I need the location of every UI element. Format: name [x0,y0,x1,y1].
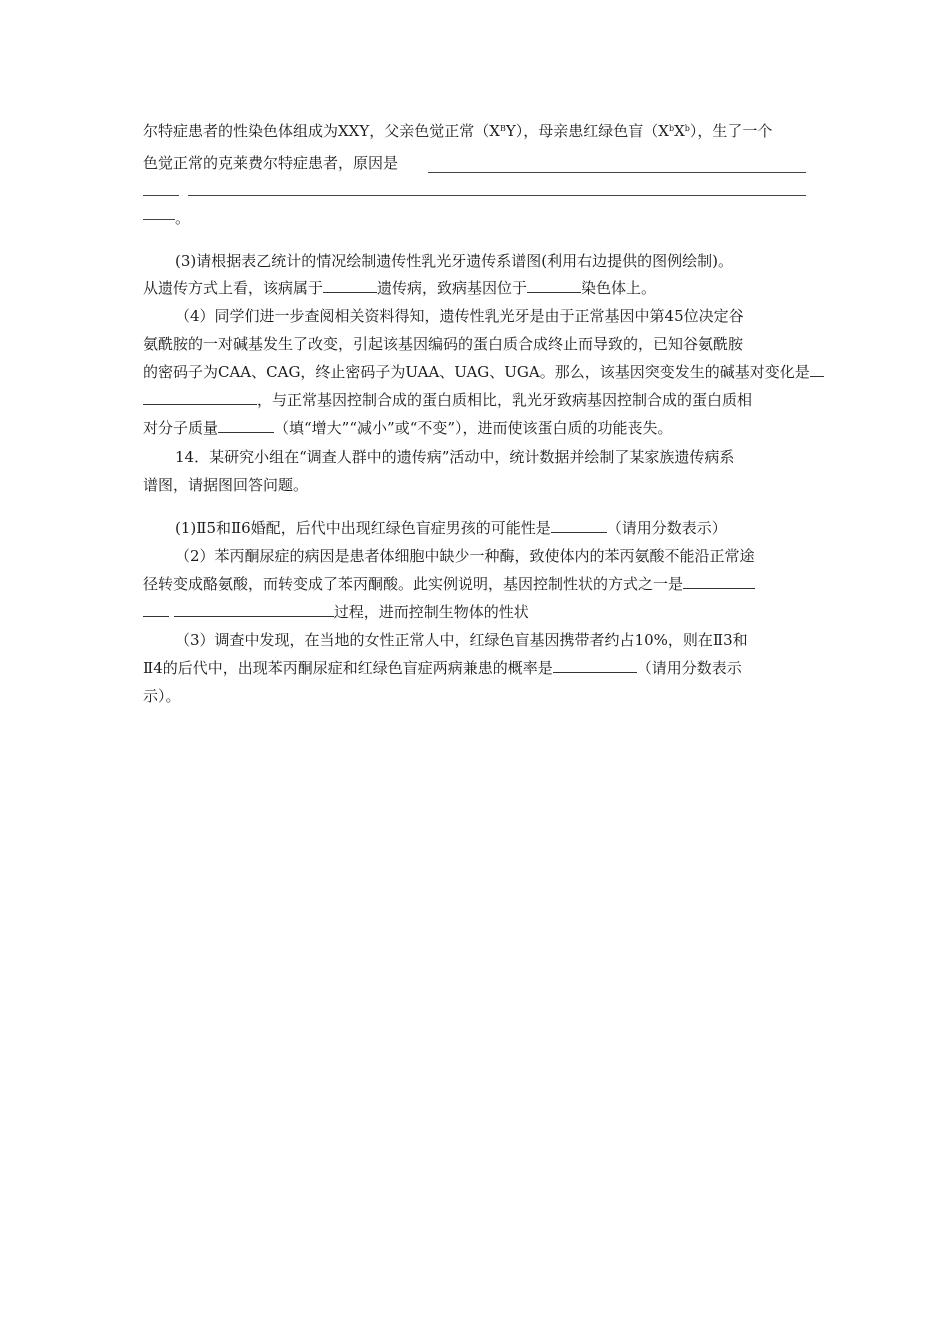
answer-blank[interactable] [188,195,806,196]
text-segment: Y），母亲患红绿色盲（X [505,122,669,140]
text-line [175,305,744,327]
text-segment: 14．某研究小组在“调查人群中的遗传病”活动中，统计数据并绘制了某家族遗传病系 [175,448,735,466]
text-segment: （填“增大”“减小”或“不变”），进而使该蛋白质的功能丧失。 [274,419,673,437]
text-segment: 对分子质量 [143,419,219,437]
text-line [143,685,181,707]
answer-blank[interactable] [428,172,806,173]
text-segment: Ⅱ4的后代中，出现苯丙酮尿症和红绿色盲症两病兼患的概率是 [143,659,553,677]
text-line [143,152,398,174]
text-line [175,545,755,567]
text-line [143,120,772,142]
text-segment: （4）同学们进一步查阅相关资料得知，遗传性乳光牙是由于正常基因中第45位决定谷 [175,307,744,325]
answer-blank[interactable] [683,574,755,589]
text-segment: 尔特症患者的性染色体组成为XXY，父亲色觉正常（X [143,122,500,140]
text-segment: 色觉正常的克莱费尔特症患者，原因是 [143,154,399,172]
answer-blank[interactable] [323,278,377,293]
text-line [143,601,529,623]
text-segment: 。 [175,209,191,227]
text-line [143,573,755,595]
text-segment: （请用分数表示 [636,659,742,677]
superscript: B [499,124,506,133]
text-segment: ），生了一个 [689,122,773,140]
text-segment: （请用分数表示） [606,519,727,537]
superscript: b [684,124,690,133]
text-line [143,417,673,439]
text-line [175,446,734,468]
answer-blank[interactable] [810,362,824,377]
text-segment: （2）苯丙酮尿症的病因是患者体细胞中缺少一种酶，致使体内的苯丙氨酸不能沿正常途 [175,547,755,565]
answer-blank[interactable] [143,390,257,405]
answer-blank[interactable] [551,518,607,533]
text-segment: 从遗传方式上看，该病属于 [143,279,324,297]
text-segment: 示）。 [143,687,181,705]
text-line [175,517,727,539]
text-segment: (3)请根据表乙统计的情况绘制遗传性乳光牙遗传系谱图(利用右边提供的图例绘制)。 [175,252,733,270]
text-segment: 径转变成酪氨酸，而转变成了苯丙酮酸。此实例说明，基因控制性状的方式之一是 [143,575,684,593]
answer-blank[interactable] [174,602,334,617]
text-segment: X [674,122,685,140]
text-segment: （3）调查中发现，在当地的女性正常人中，红绿色盲基因携带者约占10%，则在Ⅱ3和 [175,631,748,649]
text-segment: 氨酰胺的一对碱基发生了改变，引起该基因编码的蛋白质合成终止而导致的，已知谷氨酰胺 [143,335,744,353]
text-line [143,333,743,355]
answer-blank[interactable] [143,219,175,220]
answer-blank[interactable] [553,658,637,673]
answer-blank[interactable] [527,278,581,293]
text-line [143,474,308,496]
text-segment: 谱图，请据图回答问题。 [143,476,309,494]
text-line [143,389,752,411]
text-segment: (1)Ⅱ5和Ⅱ6婚配，后代中出现红绿色盲症男孩的可能性是 [175,519,551,537]
text-segment: 过程，进而控制生物体的性状 [333,603,529,621]
text-segment: ，与正常基因控制合成的蛋白质相比，乳光牙致病基因控制合成的蛋白质相 [257,391,753,409]
answer-blank[interactable] [218,418,274,433]
answer-blank[interactable] [143,195,179,196]
text-line [175,629,748,651]
superscript: b [668,124,675,133]
text-line [175,207,190,229]
text-line [175,250,733,272]
text-segment: 的密码子为CAA、CAG，终止密码子为UAA、UAG、UGA。那么，该基因突变发生的碱基对变化是 [143,363,810,381]
text-segment: 染色体上。 [581,279,657,297]
text-line [143,361,824,383]
text-line [143,277,656,299]
text-segment: 遗传病，致病基因位于 [377,279,528,297]
answer-blank[interactable] [143,602,169,617]
text-line [143,657,742,679]
